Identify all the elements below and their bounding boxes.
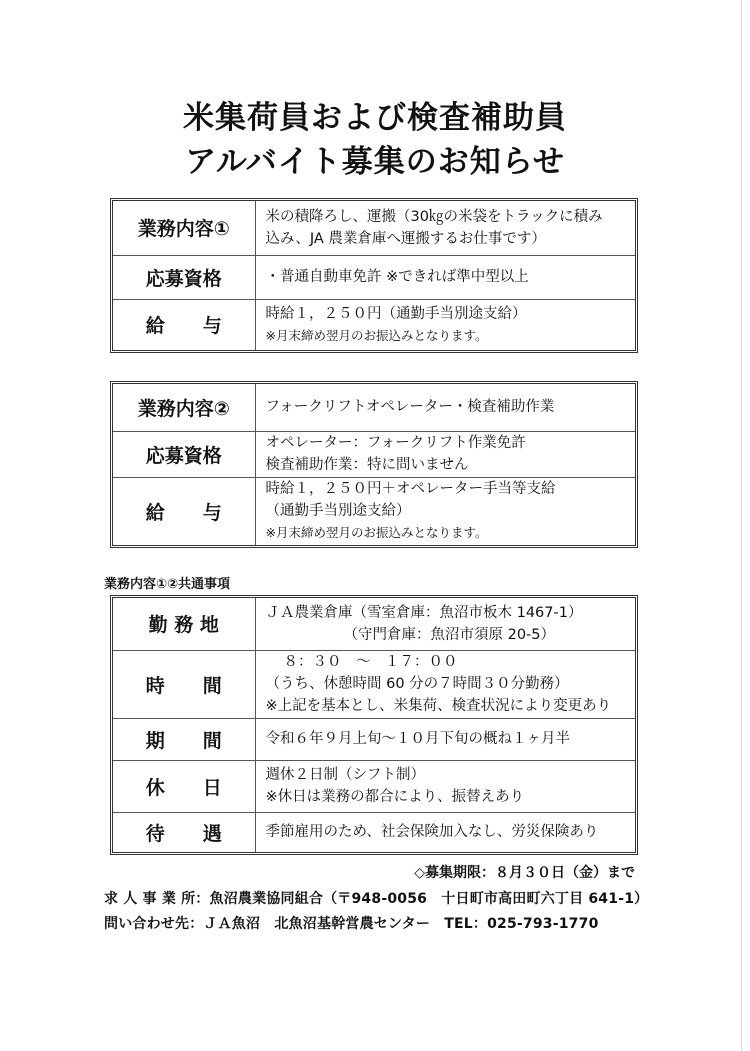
job1-duties-label: 業務内容①	[113, 201, 255, 255]
job2-row-duties	[113, 384, 635, 431]
job2-duties-line-1: フォークリフトオペレーター・検査補助作業	[265, 399, 555, 416]
common-row-treatment	[113, 812, 635, 852]
job1-row-duties	[113, 201, 635, 255]
job2-qualification-value	[255, 431, 635, 477]
common-hours-line-1: ８：３０ ～ １７：００	[283, 654, 458, 670]
common-row-hours	[113, 650, 635, 718]
common-holidays-value	[255, 760, 635, 812]
common-location-label: 勤 務 地	[113, 598, 255, 650]
common-period-line-1: 令和６年９月上旬～１０月下旬の概ね１ヶ月半	[265, 731, 570, 747]
common-treatment-label: 待 遇	[113, 812, 255, 852]
common-hours-value	[255, 650, 635, 718]
page-title	[0, 96, 750, 184]
common-row-holidays	[113, 760, 635, 812]
common-period-label: 期 間	[113, 718, 255, 760]
common-holidays-label: 休 日	[113, 760, 255, 812]
footer-employer: 求 人 事 業 所：魚沼農業協同組合（〒948-0056 十日町市高田町六丁目 641-1）	[104, 891, 649, 907]
common-hours-label: 時 間	[113, 650, 255, 718]
title-line-2: アルバイト募集のお知らせ	[185, 144, 565, 180]
common-table	[110, 595, 638, 855]
common-location-line-1: ＪＡ農業倉庫（雪室倉庫：魚沼市板木 1467-1）	[265, 604, 583, 621]
common-holidays-line-2: ※休日は業務の都合により、振替えあり	[265, 789, 525, 805]
common-location-value	[255, 598, 635, 650]
job2-salary-value	[255, 477, 635, 545]
job1-salary-value	[255, 299, 635, 350]
job1-qualification-value	[255, 255, 635, 299]
common-holidays-line-1: 週休２日制（シフト制）	[265, 767, 425, 783]
job2-salary-line-2: （通勤手当別途支給）	[265, 503, 411, 520]
job1-row-salary	[113, 299, 635, 350]
common-treatment-line-1: 季節雇用のため、社会保険加入なし、労災保険あり	[265, 824, 599, 841]
common-row-period	[113, 718, 635, 760]
job2-duties-value	[255, 384, 635, 431]
job2-qualification-label: 応募資格	[113, 431, 255, 477]
common-location-line-2: （守門倉庫：魚沼市須原 20-5）	[343, 626, 556, 643]
job2-duties-label: 業務内容②	[113, 384, 255, 431]
job2-row-qualification	[113, 431, 635, 477]
job2-qualification-line-2: 検査補助作業：特に問いません	[265, 457, 469, 473]
job1-salary-label: 給 与	[113, 299, 255, 350]
job1-duties-line-1: 米の積降ろし、運搬（30㎏の米袋をトラックに積み	[265, 208, 603, 225]
job2-table	[110, 381, 638, 548]
job1-salary-line-1: 時給１，２５０円（通勤手当別途支給）	[265, 305, 527, 322]
common-hours-line-3: ※上記を基本とし、米集荷、検査状況により変更あり	[265, 698, 612, 714]
job2-salary-label: 給 与	[113, 477, 255, 545]
job1-duties-value	[255, 201, 635, 255]
job2-salary-line-1: 時給１，２５０円＋オペレーター手当等支給	[265, 481, 556, 498]
job2-qualification-line-1: オペレーター：フォークリフト作業免許	[265, 435, 526, 451]
application-deadline: ◇募集期限：８月３０日（金）まで	[414, 865, 635, 881]
job1-qualification-label: 応募資格	[113, 255, 255, 299]
common-row-location	[113, 598, 635, 650]
common-period-value	[255, 718, 635, 760]
title-line-1: 米集荷員および検査補助員	[183, 100, 567, 136]
job2-row-salary	[113, 477, 635, 545]
job1-salary-line-2: ※月末締め翌月のお振込みとなります。	[265, 327, 488, 343]
job2-salary-line-3: ※月末締め翌月のお振込みとなります。	[265, 525, 488, 541]
job1-qualification-line-1: ・普通自動車免許 ※できれば準中型以上	[265, 269, 529, 285]
footer-contact: 問い合わせ先：ＪＡ魚沼 北魚沼基幹営農センター TEL：025-793-1770	[104, 916, 599, 932]
common-treatment-value	[255, 812, 635, 852]
job1-duties-line-2: 込み、JA 農業倉庫へ運搬するお仕事です）	[265, 230, 546, 247]
job1-table	[110, 198, 638, 353]
job1-row-qualification	[113, 255, 635, 299]
common-hours-line-2: （うち、休憩時間 60 分の７時間３０分勤務）	[265, 676, 569, 692]
common-items-heading: 業務内容①②共通事項	[104, 577, 231, 592]
